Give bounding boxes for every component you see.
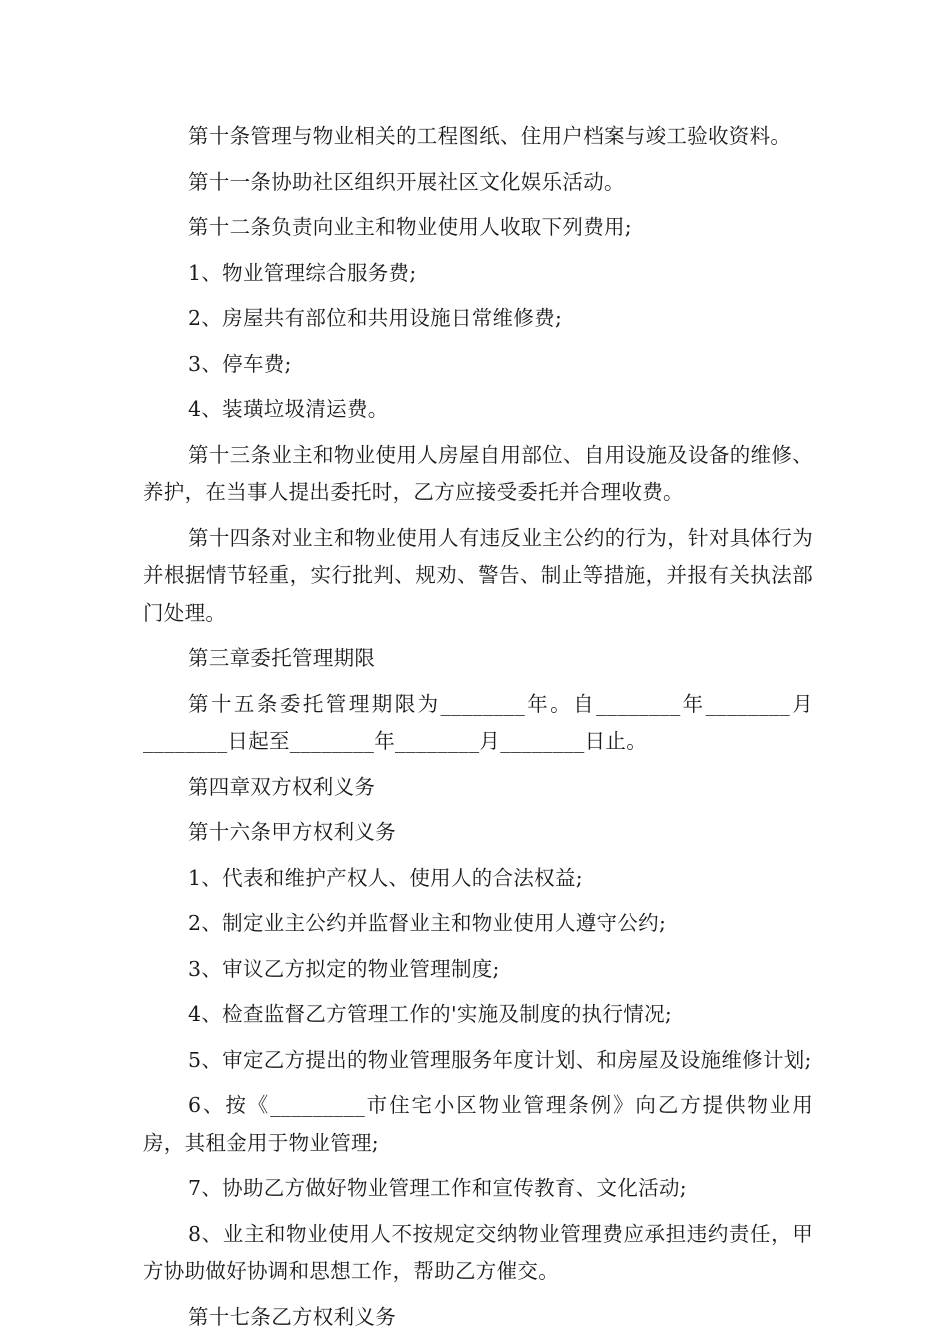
paragraph-article-11: 第十一条协助社区组织开展社区文化娱乐活动。 — [188, 169, 625, 194]
paragraph-article-16: 第十六条甲方权利义务 — [188, 820, 396, 844]
list-item-party-a-2: 2、制定业主公约并监督业主和物业使用人遵守公约; — [188, 911, 667, 935]
paragraph-article-14: 第十四条对业主和物业使用人有违反业主公约的行为，针对具体行为并根据情节轻重，实行批判、规劝、警告、制止等措施，并报有关执法部门处理。 — [143, 525, 813, 625]
paragraph-article-10: 第十条管理与物业相关的工程图纸、住用户档案与竣工验收资料。 — [188, 124, 792, 148]
paragraph-article-17: 第十七条乙方权利义务 — [188, 1304, 396, 1329]
paragraph-article-13: 第十三条业主和物业使用人房屋自用部位、自用设施及设备的维修、养护，在当事人提出委托时，乙方应接受委托并合理收费。 — [143, 442, 813, 504]
list-item-fee-1: 1、物业管理综合服务费; — [188, 260, 417, 285]
list-item-party-a-4: 4、检查监督乙方管理工作的'实施及制度的执行情况; — [188, 1002, 673, 1026]
list-item-fee-2: 2、房屋共有部位和共用设施日常维修费; — [188, 306, 563, 330]
paragraph-article-15: 第十五条委托管理期限为________年。自________年________月________日起至________年________月________日止。 — [143, 691, 813, 753]
list-item-fee-4: 4、装璜垃圾清运费。 — [188, 397, 389, 421]
list-item-fee-3: 3、停车费; — [188, 351, 292, 376]
list-item-party-a-1: 1、代表和维护产权人、使用人的合法权益; — [188, 865, 583, 890]
list-item-party-a-5: 5、审定乙方提出的物业管理服务年度计划、和房屋及设施维修计划; — [188, 1047, 812, 1072]
list-item-party-a-8: 8、业主和物业使用人不按规定交纳物业管理费应承担违约责任，甲方协助做好协调和思想工作，帮助乙方催交。 — [143, 1221, 813, 1283]
document-body — [143, 118, 813, 1344]
chapter-3-heading: 第三章委托管理期限 — [188, 646, 376, 670]
list-item-party-a-7: 7、协助乙方做好物业管理工作和宣传教育、文化活动; — [188, 1176, 687, 1200]
list-item-party-a-6: 6、按《_________市住宅小区物业管理条例》向乙方提供物业用房，其租金用于物业管理; — [143, 1093, 813, 1155]
list-item-party-a-3: 3、审议乙方拟定的物业管理制度; — [188, 956, 500, 981]
chapter-4-heading: 第四章双方权利义务 — [188, 774, 376, 799]
paragraph-article-12: 第十二条负责向业主和物业使用人收取下列费用; — [188, 215, 633, 239]
